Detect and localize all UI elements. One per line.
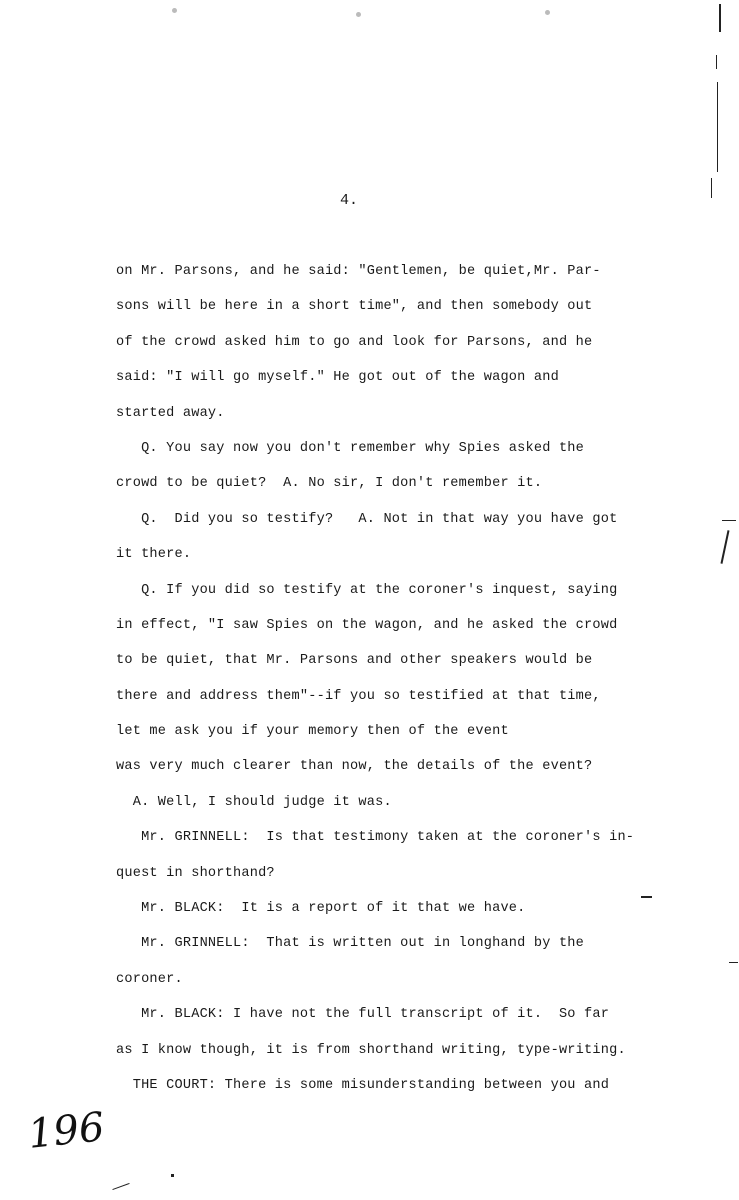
text-line: Mr. GRINNELL: Is that testimony taken at the coroner's in- (116, 830, 635, 846)
scan-mark (545, 10, 550, 15)
text-line: it there. (116, 547, 192, 563)
text-line: to be quiet, that Mr. Parsons and other speakers would be (116, 653, 593, 669)
handwritten-annotation: 196 (25, 1104, 107, 1158)
scan-mark (112, 1183, 129, 1190)
text-line: of the crowd asked him to go and look for Parsons, and he (116, 334, 593, 350)
text-line: said: "I will go myself." He got out of the wagon and (116, 370, 559, 386)
scan-mark (711, 178, 712, 198)
text-line: on Mr. Parsons, and he said: "Gentlemen, be quiet,Mr. Par- (116, 264, 601, 279)
text-line: A. Well, I should judge it was. (116, 794, 392, 810)
text-line: quest in shorthand? (116, 865, 275, 881)
scan-mark (716, 55, 717, 69)
text-line: Q. You say now you don't remember why Spies asked the (116, 440, 585, 456)
text-line: Q. If you did so testify at the coroner's inquest, saying (116, 582, 618, 598)
text-line: crowd to be quiet? A. No sir, I don't remember it. (116, 476, 543, 492)
scan-mark (172, 8, 177, 13)
text-line: in effect, "I saw Spies on the wagon, and he asked the crowd (116, 617, 618, 633)
scan-mark (717, 82, 718, 172)
scan-mark (719, 4, 721, 32)
text-line: was very much clearer than now, the details of the event? (116, 759, 593, 775)
scan-mark (729, 962, 738, 963)
scan-mark (720, 530, 729, 564)
page-number: 4. (340, 192, 359, 209)
document-body (116, 262, 686, 1111)
text-line: Q. Did you so testify? A. Not in that way you have got (116, 511, 618, 527)
text-line: Mr. BLACK: It is a report of it that we have. (116, 901, 526, 917)
text-line: coroner. (116, 971, 183, 987)
text-line: let me ask you if your memory then of the event (116, 724, 509, 740)
text-line: as I know though, it is from shorthand writing, type-writing. (116, 1042, 626, 1058)
text-line: Mr. BLACK: I have not the full transcript of it. So far (116, 1007, 610, 1023)
scan-mark (722, 520, 736, 521)
scan-mark (356, 12, 361, 17)
scan-mark (171, 1174, 174, 1177)
text-line: THE COURT: There is some misunderstanding between you and (116, 1077, 610, 1093)
text-line: sons will be here in a short time", and then somebody out (116, 299, 593, 315)
text-line: there and address them"--if you so testified at that time, (116, 688, 601, 704)
scan-mark (641, 896, 652, 898)
text-line: started away. (116, 405, 225, 421)
text-line: Mr. GRINNELL: That is written out in longhand by the (116, 936, 585, 952)
